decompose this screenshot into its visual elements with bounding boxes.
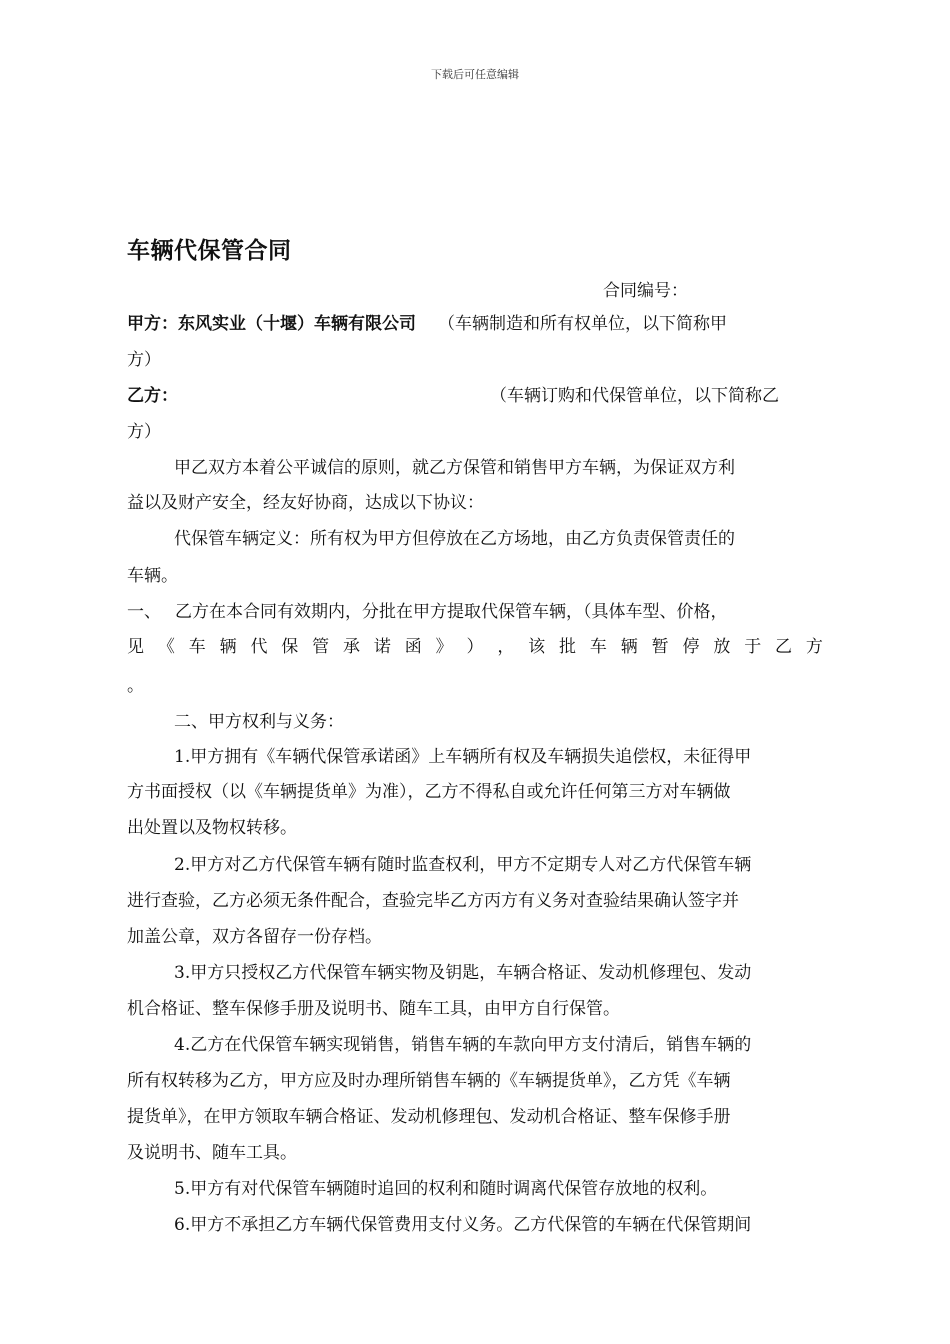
item-line: 1.甲方拥有《车辆代保管承诺函》上车辆所有权及车辆损失追偿权，未征得甲 xyxy=(174,747,752,767)
char: 辆 xyxy=(620,637,638,657)
item-line: 4.乙方在代保管车辆实现销售，销售车辆的车款向甲方支付清后，销售车辆的 xyxy=(174,1035,752,1055)
document-title: 车辆代保管合同 xyxy=(127,238,292,264)
char: 诺 xyxy=(373,637,391,657)
section-1-end: 。 xyxy=(127,676,144,696)
party-b-desc-cont: 方） xyxy=(127,422,161,442)
item-line: 方书面授权（以《车辆提货单》为准），乙方不得私自或允许任何第三方对车辆做 xyxy=(127,782,731,802)
char: 暂 xyxy=(651,637,669,657)
item-line: 2.甲方对乙方代保管车辆有随时监查权利，甲方不定期专人对乙方代保管车辆 xyxy=(174,855,752,875)
definition-line: 车辆。 xyxy=(127,566,178,586)
party-a-desc: （车辆制造和所有权单位，以下简称甲 xyxy=(438,314,727,334)
char: 停 xyxy=(682,637,700,657)
intro-line: 益以及财产安全，经友好协商，达成以下协议： xyxy=(127,493,484,513)
char: ） xyxy=(466,637,484,657)
item-line: 加盖公章，双方各留存一份存档。 xyxy=(127,927,382,947)
item-line: 6.甲方不承担乙方车辆代保管费用支付义务。乙方代保管的车辆在代保管期间 xyxy=(174,1215,752,1235)
char: 代 xyxy=(250,637,268,657)
char: 》 xyxy=(435,637,453,657)
char: 批 xyxy=(559,637,577,657)
header-note: 下载后可任意编辑 xyxy=(431,68,519,81)
char: 车 xyxy=(589,637,607,657)
item-line: 进行查验，乙方必须无条件配合，查验完毕乙方丙方有义务对查验结果确认签字并 xyxy=(127,891,739,911)
char: 方 xyxy=(805,637,823,657)
char: 放 xyxy=(713,637,731,657)
char: 车 xyxy=(188,637,206,657)
char: 辆 xyxy=(219,637,237,657)
party-a-label: 甲方：东风实业（十堰）车辆有限公司 xyxy=(127,314,416,334)
party-b-label: 乙方： xyxy=(127,386,178,406)
item-line: 5.甲方有对代保管车辆随时追回的权利和随时调离代保管存放地的权利。 xyxy=(174,1179,718,1199)
item-line: 及说明书、随车工具。 xyxy=(127,1143,297,1163)
item-line: 机合格证、整车保修手册及说明书、随车工具，由甲方自行保管。 xyxy=(127,999,620,1019)
definition-line: 代保管车辆定义：所有权为甲方但停放在乙方场地，由乙方负责保管责任的 xyxy=(174,529,735,549)
char: 管 xyxy=(312,637,330,657)
char: 见 xyxy=(127,637,144,657)
section-1-text: 乙方在本合同有效期内，分批在甲方提取代保管车辆，（具体车型、价格， xyxy=(175,602,728,622)
item-line: 提货单》，在甲方领取车辆合格证、发动机修理包、发动机合格证、整车保修手册 xyxy=(127,1107,731,1127)
item-line: 所有权转移为乙方，甲方应及时办理所销售车辆的《车辆提货单》，乙方凭《车辆 xyxy=(127,1071,731,1091)
party-b-line xyxy=(127,381,823,406)
char: 保 xyxy=(281,637,299,657)
section-1-number: 一、 xyxy=(127,602,161,622)
contract-number-label: 合同编号： xyxy=(603,281,688,301)
char: 函 xyxy=(404,637,422,657)
party-b-desc: （车辆订购和代保管单位，以下简称乙 xyxy=(490,386,779,406)
party-a-line xyxy=(127,309,823,334)
section-1-line xyxy=(127,597,823,622)
char: 《 xyxy=(157,637,175,657)
section-1-justified-line xyxy=(127,632,823,657)
item-line: 出处置以及物权转移。 xyxy=(127,818,297,838)
char: 乙 xyxy=(775,637,793,657)
char: 于 xyxy=(744,637,762,657)
item-line: 3.甲方只授权乙方代保管车辆实物及钥匙，车辆合格证、发动机修理包、发动 xyxy=(174,963,752,983)
char: 承 xyxy=(343,637,361,657)
char: ， xyxy=(497,637,515,657)
intro-line: 甲乙双方本着公平诚信的原则，就乙方保管和销售甲方车辆，为保证双方利 xyxy=(174,458,735,478)
section-2-title: 二、甲方权利与义务： xyxy=(174,712,344,732)
char: 该 xyxy=(528,637,546,657)
party-a-desc-cont: 方） xyxy=(127,350,161,370)
